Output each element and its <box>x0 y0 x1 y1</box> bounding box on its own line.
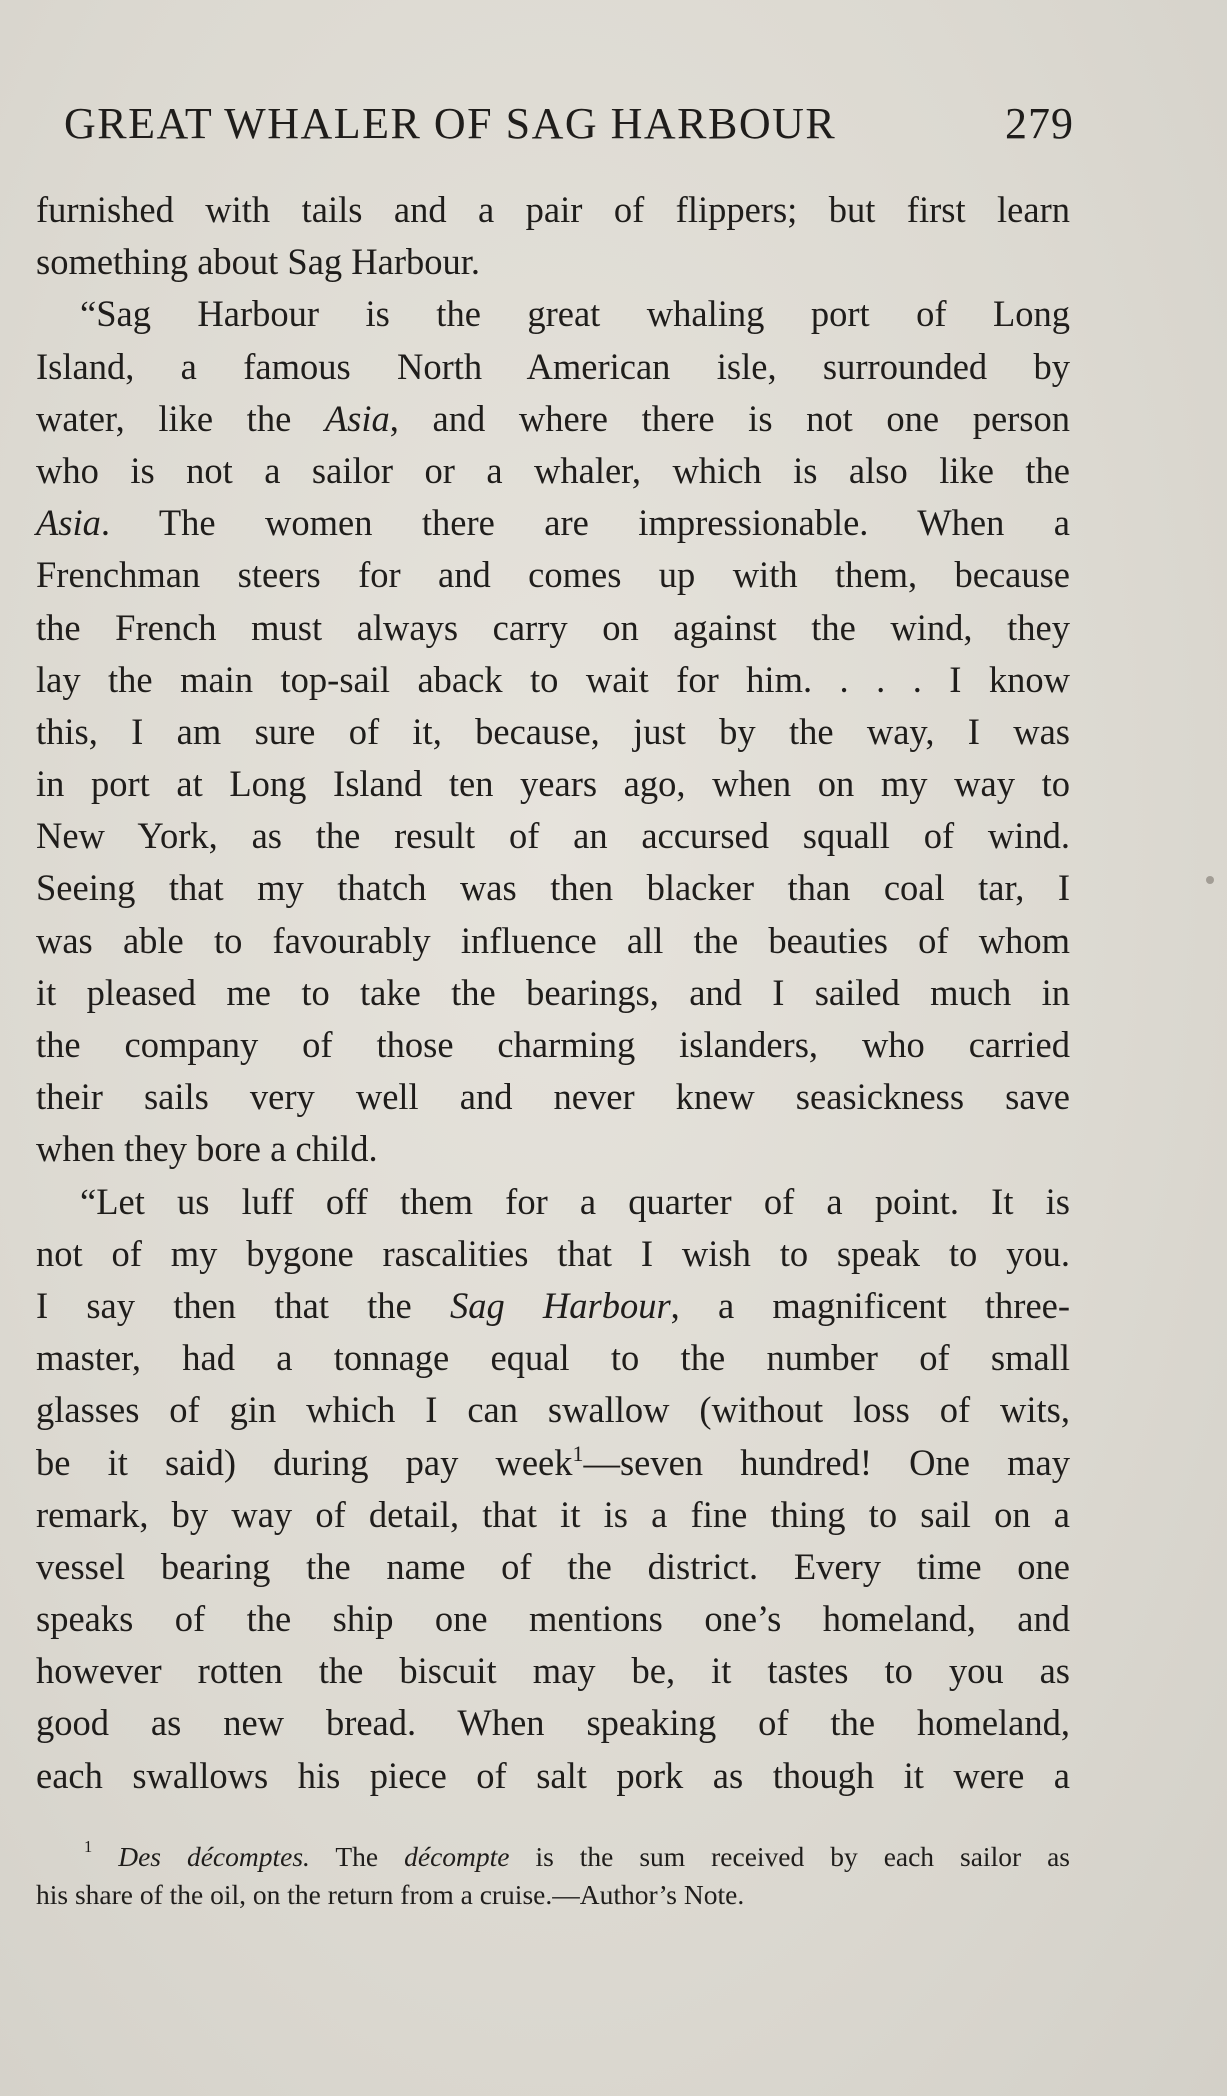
text-line: it pleased me to take the bearings, and I sailed much in <box>36 971 1070 1013</box>
text-line: who is not a sailor or a whaler, which is also like the <box>36 449 1070 491</box>
text-line <box>36 1437 1070 1489</box>
ship-name: Sag Harbour <box>449 1284 671 1326</box>
text-line: furnished with tails and a pair of flippers; but first learn <box>36 189 1070 230</box>
text-line: something about Sag Harbour. <box>36 241 481 283</box>
text-line: New York, as the result of an accursed squall of wind. <box>36 815 1070 857</box>
ship-name: Asia <box>36 502 101 544</box>
text-line: Seeing that my thatch was then blacker than coal tar, I <box>36 867 1070 909</box>
text-line: remark, by way of detail, that it is a fine thing to sail on a <box>36 1493 1070 1535</box>
footnote <box>36 1838 1070 1914</box>
text-line: Island, a famous North American isle, surrounded by <box>36 345 1070 387</box>
text-line: “Let us luff off them for a quarter of a point. It is <box>80 1180 1070 1222</box>
text-run: , and where there is not one person <box>389 397 1071 439</box>
footnote-reference: 1 <box>572 1440 584 1466</box>
text-line: their sails very well and never knew seasickness save <box>36 1076 1070 1118</box>
text-line: lay the main top-sail aback to wait for him. . . . I know <box>36 658 1070 700</box>
paper-speck <box>1206 876 1214 884</box>
text-run: be it said) during pay week <box>36 1441 573 1483</box>
text-run: I say then that the <box>36 1284 450 1326</box>
text-run: water, like the <box>36 397 325 439</box>
footnote-line <box>36 1838 1070 1876</box>
text-line: the company of those charming islanders, who carried <box>36 1024 1070 1065</box>
text-line <box>36 1280 1070 1332</box>
text-line: the French must always carry on against the wind, they <box>36 606 1070 648</box>
text-line <box>36 393 1070 445</box>
text-line: not of my bygone rascalities that I wish to speak to you. <box>36 1232 1070 1274</box>
text-line: vessel bearing the name of the district. Every time one <box>36 1545 1070 1587</box>
text-line: in port at Long Island ten years ago, when on my way to <box>36 763 1070 805</box>
text-line: was able to favourably influence all the beauties of whom <box>36 919 1070 961</box>
text-run: , a magnificent three- <box>670 1284 1070 1326</box>
text-line: glasses of gin which I can swallow (without loss of wits, <box>36 1389 1070 1431</box>
text-line: this, I am sure of it, because, just by the way, I was <box>36 710 1070 752</box>
page-number: 279 <box>1005 99 1074 148</box>
footnote-marker: 1 <box>84 1837 93 1856</box>
text-line: master, had a tonnage equal to the number of small <box>36 1337 1070 1379</box>
text-line: each swallows his piece of salt pork as though it were a <box>36 1754 1070 1796</box>
text-run: . The women there are impressionable. When a <box>100 502 1070 544</box>
footnote-text: The <box>309 1841 405 1872</box>
page-header <box>64 98 1074 158</box>
footnote-term: décompte <box>404 1841 510 1872</box>
footnote-text: is the sum received by each sailor as <box>509 1841 1070 1872</box>
text-line <box>36 497 1070 549</box>
text-line: good as new bread. When speaking of the homeland, <box>36 1702 1070 1744</box>
text-line: speaks of the ship one mentions one’s homeland, and <box>36 1598 1070 1640</box>
text-line: “Sag Harbour is the great whaling port of Long <box>80 293 1070 335</box>
ship-name: Asia <box>324 397 390 439</box>
footnote-term: Des décomptes. <box>118 1841 310 1872</box>
text-line: however rotten the biscuit may be, it tastes to you as <box>36 1650 1070 1692</box>
text-run: —seven hundred! One may <box>583 1441 1070 1483</box>
footnote-line: his share of the oil, on the return from a cruise.—Author’s Note. <box>36 1879 745 1910</box>
running-title: GREAT WHALER OF SAG HARBOUR <box>64 99 837 148</box>
text-line: when they bore a child. <box>36 1128 378 1170</box>
body-text <box>36 184 1070 1802</box>
text-line: Frenchman steers for and comes up with them, because <box>36 554 1070 596</box>
